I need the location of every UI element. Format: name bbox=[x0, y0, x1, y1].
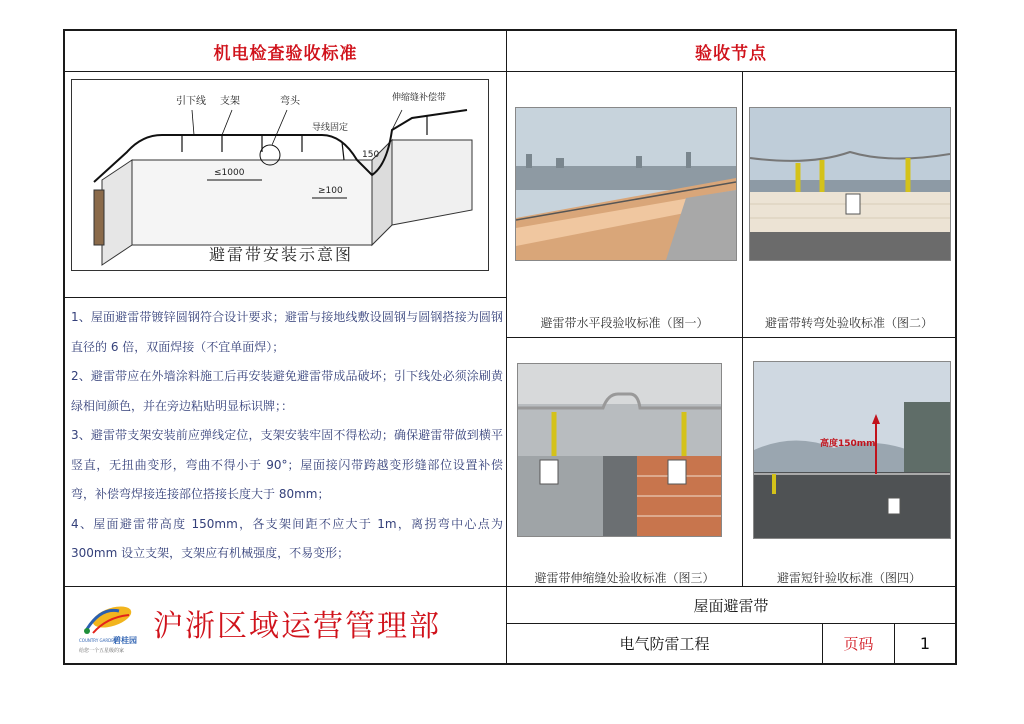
page-label: 页码 bbox=[843, 635, 874, 653]
photo-turn-section bbox=[749, 107, 951, 261]
photo-caption-4: 避雷短针验收标准（图四） bbox=[776, 571, 921, 585]
height-annotation: 高度150mm bbox=[820, 439, 876, 449]
org-name: 沪浙区域运营管理部 bbox=[153, 609, 441, 644]
label-spacing: ≤1000 bbox=[214, 168, 245, 178]
photo-row-divider bbox=[506, 337, 955, 338]
label-expansion: 伸缩缝补偿带 bbox=[392, 93, 447, 103]
requirement-item: 1、屋面避雷带镀锌圆钢符合设计要求；避雷与接地线敷设圆钢与圆钢搭接为圆钢直径的 6 倍，双面焊接（不宜单面焊）； bbox=[71, 310, 503, 354]
requirement-item: 3、避雷带支架安装前应弹线定位，支架安装牢固不得松动；确保避雷带做到横平竖直，无扭曲变形，弯曲不得小于 90°；屋面接闪带跨越变形缝部位设置补偿弯，补偿弯焊接连接部位搭接长度大于 80mm； bbox=[71, 428, 503, 501]
requirements-text bbox=[71, 303, 503, 569]
logo-sub: COUNTRY GARDEN bbox=[79, 638, 117, 643]
label-guide: 导线固定 bbox=[312, 123, 349, 133]
diagram-caption: 避雷带安装示意图 bbox=[208, 245, 353, 264]
page-number: 1 bbox=[919, 634, 931, 653]
requirement-item: 2、避雷带应在外墙涂料施工后再安装避免避雷带成品破坏；引下线处必须涂刷黄绿相间颜色，并在旁边粘贴明显标识牌；： bbox=[71, 369, 503, 413]
label-lead: 引下线 bbox=[176, 96, 206, 107]
standards-header: 机电检查验收标准 bbox=[213, 43, 358, 64]
item-name: 屋面避雷带 bbox=[693, 596, 769, 615]
photo-caption-2: 避雷带转弯处验收标准（图二） bbox=[764, 316, 933, 330]
inspection-sheet bbox=[63, 29, 957, 665]
photo-short-rod bbox=[753, 361, 951, 539]
column-divider bbox=[506, 31, 507, 586]
header-divider bbox=[65, 71, 955, 72]
photo-horizontal-section bbox=[515, 107, 737, 261]
project-name: 电气防雷工程 bbox=[619, 635, 710, 653]
logo-name: 碧桂园 bbox=[113, 636, 137, 645]
photo-caption-1: 避雷带水平段验收标准（图一） bbox=[540, 316, 709, 330]
diagram-divider bbox=[65, 297, 506, 298]
label-bracket: 支架 bbox=[220, 96, 240, 107]
installation-diagram bbox=[71, 79, 489, 271]
company-logo bbox=[79, 601, 145, 661]
requirement-item: 4、屋面避雷带高度 150mm，各支架间距不应大于 1m，离拐弯中心点为 300mm 设立支架，支架应有机械强度，不易变形； bbox=[71, 516, 503, 560]
photo-expansion-joint bbox=[517, 363, 722, 537]
acceptance-nodes-header: 验收节点 bbox=[695, 43, 767, 64]
photo-caption-3: 避雷带伸缩缝处验收标准（图三） bbox=[534, 571, 715, 585]
label-offset: ≥100 bbox=[318, 186, 343, 196]
label-height: 150 bbox=[362, 150, 380, 160]
logo-slogan: 给您一个五星级的家 bbox=[79, 648, 125, 654]
label-bend: 弯头 bbox=[280, 96, 300, 107]
